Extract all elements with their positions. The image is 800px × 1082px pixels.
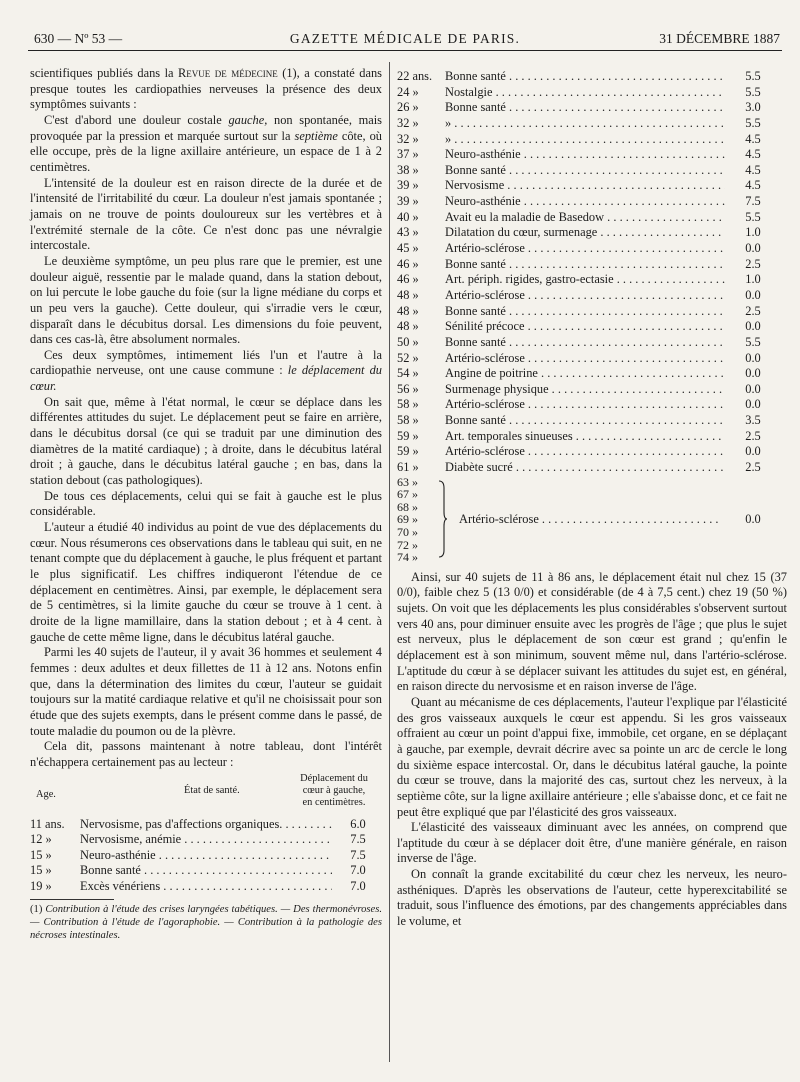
row-displacement: 4.5	[745, 162, 761, 177]
row-state: Excès vénériens . . .	[80, 879, 332, 895]
table-row	[397, 257, 787, 273]
row-displacement: 5.5	[745, 334, 761, 349]
paragraph: C'est d'abord une douleur costale gauche, non spontanée, mais provoquée par la pression et marquée surtout sur la septième côte, où elle occupe, près de la ligne axillaire antérieure, un espace de 1 à 2 centimètres.	[30, 112, 382, 174]
row-displacement: 2.5	[745, 303, 761, 318]
row-age: 50 »	[397, 334, 419, 349]
row-state: Artério-sclérose . . .	[445, 397, 725, 413]
row-state: Bonne santé . . .	[445, 257, 725, 273]
table-row	[397, 429, 787, 445]
row-age: 61 »	[397, 460, 419, 475]
journal-title: GAZETTE MÉDICALE DE PARIS.	[289, 31, 521, 46]
row-age: 12 »	[30, 832, 52, 847]
table-row	[397, 132, 787, 148]
row-age: 37 »	[397, 147, 419, 162]
displacement-table-right	[397, 69, 787, 476]
row-state: Neuro-asthénie . . .	[445, 147, 725, 163]
row-age: 22 ans.	[397, 69, 433, 83]
row-displacement: 7.5	[745, 194, 761, 209]
row-state: Bonne santé . . .	[445, 413, 725, 429]
table-row	[397, 147, 787, 163]
table-row	[30, 848, 382, 864]
row-age: 39 »	[397, 178, 419, 193]
row-displacement: 3.0	[745, 100, 761, 115]
row-age: 39 »	[397, 194, 419, 209]
table-row	[30, 879, 382, 895]
table-row	[397, 351, 787, 367]
row-state: Art. périph. rigides, gastro-ectasie . . .	[445, 272, 725, 288]
table-row	[397, 444, 787, 460]
row-state: Nervosisme, anémie . . .	[80, 832, 332, 848]
table-row	[397, 69, 787, 85]
table-row	[397, 319, 787, 335]
row-state: Sénilité précoce . . .	[445, 319, 725, 335]
table-row	[397, 225, 787, 241]
row-age: 54 »	[397, 366, 419, 381]
row-state: Neuro-asthénie . . .	[445, 194, 725, 210]
row-age: 46 »	[397, 272, 419, 287]
paragraph: Le deuxième symptôme, un peu plus rare que le premier, est une douleur aiguë, ressentie par le malade quand, dans la station debout, on lui percute le lobe gauche du foie (sur la ligne médiane du corps et un peu vers la gauche). Cette douleur, qui s'irradie vers le cœur, disparaît dans le décubitus dorsal. Les dimensions du foie peuvent, dans ces cas-là, être absolument normales.	[30, 253, 382, 347]
row-age: 15 »	[30, 863, 52, 878]
row-displacement: 7.5	[350, 832, 366, 847]
row-displacement: 0.0	[745, 241, 761, 256]
grouped-rows	[397, 476, 787, 564]
paragraph: Ainsi, sur 40 sujets de 11 à 86 ans, le déplacement était nul chez 15 (37 0/0), faible chez 5 (13 0/0) et considérable (de 4 à 7,5 cent.) chez 19 (50 %) sujets. On voit que les déplacements les plus considérables s'observent surtout vers 40 ans, pour diminuer ensuite avec les progrès de l'âge ; que plus le sujet est nerveux, plus le déplacement de son cœur est grand ; qu'enfin le déplacement est à son minimum, souvent même nul, dans l'artério-sclérose. L'aptitude du cœur à se déplacer suivant les attitudes du sujet est, en général, en raison directe du nervosisme et en raison inverse de l'âge.	[397, 569, 787, 694]
paragraph: L'auteur a étudié 40 individus au point de vue des déplacements du cœur. Nous résumerons ces observations dans le tableau qui suit, en ne tenant compte que du déplacement à gauche, le plus fréquent et partant le plus significatif. Les chiffres indiqueront l'étendue de ce déplacement en centimètres. Ainsi, par exemple, le déplacement sera de 5 centimètres, si la limite gauche du cœur se trouve à 1 cent. à droite de la ligne mamillaire, dans la station debout ; et à 4 cent. à gauche de cette même ligne, dans le décubitus latéral gauche.	[30, 520, 382, 644]
row-age: 46 »	[397, 256, 419, 271]
paragraph: Parmi les 40 sujets de l'auteur, il y avait 36 hommes et seulement 4 femmes : deux adultes et deux fillettes de 11 à 12 ans. Notons enfin que, dans la détermination des limites du cœur, l'auteur se guidait toujours sur la matité cardiaque relative et qu'il ne choisissait pour son étude que des sujets exempts, dans le présent comme dans le passé, de toute maladie du poumon ou de la plèvre.	[30, 645, 382, 738]
row-state: Artério-sclérose . . .	[445, 444, 725, 460]
row-displacement: 5.5	[745, 69, 761, 83]
row-age: 56 »	[397, 381, 419, 396]
row-age: 58 »	[397, 397, 419, 412]
group-age: 74 »	[397, 550, 418, 565]
row-age: 26 »	[397, 100, 419, 115]
row-state: Dilatation du cœur, surmenage . . .	[445, 225, 725, 241]
row-age: 48 »	[397, 319, 419, 334]
row-age: 24 »	[397, 84, 419, 99]
row-displacement: 4.5	[745, 178, 761, 193]
row-displacement: 4.5	[745, 147, 761, 162]
group-age: 69 »	[397, 512, 418, 527]
right-column	[397, 69, 787, 930]
issue-date: 31 DÉCEMBRE 1887	[659, 31, 780, 46]
table-row	[397, 116, 787, 132]
row-displacement: 0.0	[745, 444, 761, 459]
row-age: 43 »	[397, 225, 419, 240]
paragraph: L'intensité de la douleur est en raison directe de la durée et de l'intensité de l'irritabilité du cœur. La douleur n'est jamais spontanée ; jamais on ne trouve de points douloureux sur les vertèbres et à l'extrémité sternale de la côte. Ce n'est donc pas une névralgie intercostale.	[30, 175, 382, 253]
row-displacement: 0.0	[745, 381, 761, 396]
paragraph: Quant au mécanisme de ces déplacements, l'auteur l'explique par l'élasticité des gros vaisseaux auxquels le cœur est appendu. Si les gros vaisseaux offraient au cœur un point d'appui fixe, immobile, cet organe, en se déplaçant à gauche, par exemple, devrait décrire avec sa pointe un arc de cercle le long du sixième espace intercostal. Or, dans le décubitus latéral gauche, la pointe du cœur se trouve, dans la majorité des cas, surtout chez les nerveux, à la septième côte, sur la ligne axillaire antérieure ; elle s'abaisse donc, et ce fait ne peut être expliqué que par l'élasticité des gros vaisseaux.	[397, 694, 787, 819]
row-age: 11 ans.	[30, 816, 65, 831]
row-state: Diabète sucré . . .	[445, 460, 725, 476]
table-row	[397, 288, 787, 304]
table-row	[397, 163, 787, 179]
row-displacement: 0.0	[745, 287, 761, 302]
row-age: 48 »	[397, 303, 419, 318]
table-row	[397, 397, 787, 413]
group-age: 70 »	[397, 525, 418, 540]
row-displacement: 5.5	[745, 84, 761, 99]
table-row	[397, 413, 787, 429]
row-displacement: 2.5	[745, 428, 761, 443]
row-displacement: 7.5	[350, 847, 366, 862]
row-displacement: 5.5	[745, 209, 761, 224]
footnote: (1) Contribution à l'étude des crises laryngées tabétiques. — Des thermonévroses. — Contribution à l'étude de l'agoraphobie. — Contribution à la pathologie des nécroses intestinales.	[30, 903, 382, 941]
table-row	[397, 194, 787, 210]
paragraph: Cela dit, passons maintenant à notre tableau, dont l'intérêt n'échappera certainement pas au lecteur :	[30, 739, 382, 769]
row-age: 52 »	[397, 350, 419, 365]
row-state: Bonne santé . . .	[445, 304, 725, 320]
row-state: Bonne santé . . .	[445, 335, 725, 351]
row-displacement: 0.0	[745, 366, 761, 381]
group-age: 72 »	[397, 537, 418, 552]
group-label: Artério-sclérose . . .	[459, 512, 725, 528]
table-row	[397, 100, 787, 116]
row-age: 59 »	[397, 428, 419, 443]
row-displacement: 5.5	[745, 115, 761, 130]
table-row	[397, 210, 787, 226]
row-age: 48 »	[397, 287, 419, 302]
row-displacement: 7.0	[350, 879, 366, 894]
row-displacement: 7.0	[350, 863, 366, 878]
row-state: Surmenage physique . . .	[445, 382, 725, 398]
table-row	[397, 304, 787, 320]
row-state: Artério-sclérose . . .	[445, 351, 725, 367]
row-state: Bonne santé . . .	[445, 69, 725, 85]
row-state: Nervosisme, pas d'affections organiques. . . .	[80, 817, 332, 833]
row-age: 38 »	[397, 162, 419, 177]
row-displacement: 0.0	[745, 350, 761, 365]
table-row	[397, 241, 787, 257]
table-row	[397, 366, 787, 382]
table-row	[397, 460, 787, 476]
curly-brace	[437, 480, 447, 558]
row-state: Angine de poitrine . . .	[445, 366, 725, 382]
row-age: 19 »	[30, 879, 52, 894]
left-column	[30, 66, 382, 942]
row-state: Artério-sclérose . . .	[445, 288, 725, 304]
table-row	[30, 817, 382, 833]
row-state: Bonne santé . . .	[445, 163, 725, 179]
paragraph: Ces deux symptômes, intimement liés l'un et l'autre à la cardiopathie nerveuse, ont une cause commune : le déplacement du cœur.	[30, 347, 382, 394]
row-displacement: 6.0	[350, 816, 366, 831]
row-displacement: 1.0	[745, 272, 761, 287]
paragraph: scientifiques publiés dans la Revue de médecine (1), a constaté dans presque toutes les cardiopathies nerveuses la présence des deux symptômes suivants :	[30, 66, 382, 112]
row-state: Nostalgie . . .	[445, 85, 725, 101]
table-row	[30, 863, 382, 879]
table-row	[397, 178, 787, 194]
row-age: 58 »	[397, 413, 419, 428]
row-age: 32 »	[397, 131, 419, 146]
row-state: Bonne santé . . .	[445, 100, 725, 116]
row-state: Nervosisme . . .	[445, 178, 725, 194]
table-header	[30, 773, 382, 817]
table-row	[397, 272, 787, 288]
row-displacement: 1.0	[745, 225, 761, 240]
row-state: Art. temporales sinueuses . . .	[445, 429, 725, 445]
row-displacement: 2.5	[745, 256, 761, 271]
row-displacement: 3.5	[745, 413, 761, 428]
page-number: 630 — Nº 53 —	[34, 31, 123, 46]
page-header	[28, 28, 782, 51]
group-age: 63 »	[397, 474, 418, 489]
row-displacement: 4.5	[745, 131, 761, 146]
table-header-age: Age.	[36, 788, 56, 800]
table-row	[397, 85, 787, 101]
paragraph: On connaît la grande excitabilité du cœur chez les nerveux, les neuro-asthéniques. D'après les observations de l'auteur, cette hyperexcitabilité se traduit, sous l'influence des émotions, par des changements appréciables dans le volume, et	[397, 867, 787, 929]
row-state: Bonne santé . . .	[80, 863, 332, 879]
table-row	[30, 832, 382, 848]
row-state: » . . .	[445, 132, 725, 148]
paragraph: On sait que, même à l'état normal, le cœur se déplace dans les différentes attitudes du sujet. Le déplacement peut se faire en arrière, dans le décubitus dorsal (ce qui se traduit par une diminution des diamètres de la matité cardiaque) ; à droite, dans le décubitus latéral droit ; à gauche, dans le décubitus latéral gauche ; en bas, dans la station debout (cas pathologiques).	[30, 394, 382, 488]
row-age: 32 »	[397, 115, 419, 130]
group-age: 67 »	[397, 487, 418, 502]
row-displacement: 0.0	[745, 397, 761, 412]
group-age: 68 »	[397, 499, 418, 514]
row-age: 15 »	[30, 847, 52, 862]
group-value: 0.0	[745, 511, 761, 526]
row-age: 59 »	[397, 444, 419, 459]
footnote-rule	[30, 899, 114, 900]
row-state: Neuro-asthénie . . .	[80, 848, 332, 864]
row-state: » . . .	[445, 116, 725, 132]
table-header-state: État de santé.	[184, 784, 240, 796]
column-divider	[389, 62, 390, 1062]
paragraph: De tous ces déplacements, celui qui se fait à gauche est le plus considérable.	[30, 488, 382, 519]
table-row	[397, 382, 787, 398]
row-state: Avait eu la maladie de Basedow . . .	[445, 210, 725, 226]
row-state: Artério-sclérose . . .	[445, 241, 725, 257]
row-age: 40 »	[397, 209, 419, 224]
displacement-table-left	[30, 817, 382, 895]
journal-reference: Revue de médecine	[178, 66, 278, 80]
paragraph: L'élasticité des vaisseaux diminuant avec les années, on comprend que l'aptitude du cœur à se déplacer doit être, d'une manière générale, en raison inverse de l'âge.	[397, 820, 787, 866]
row-displacement: 0.0	[745, 319, 761, 334]
row-age: 45 »	[397, 241, 419, 256]
table-header-displacement: Déplacement du cœur à gauche, en centimètres.	[300, 772, 368, 809]
row-displacement: 2.5	[745, 460, 761, 475]
table-row	[397, 335, 787, 351]
